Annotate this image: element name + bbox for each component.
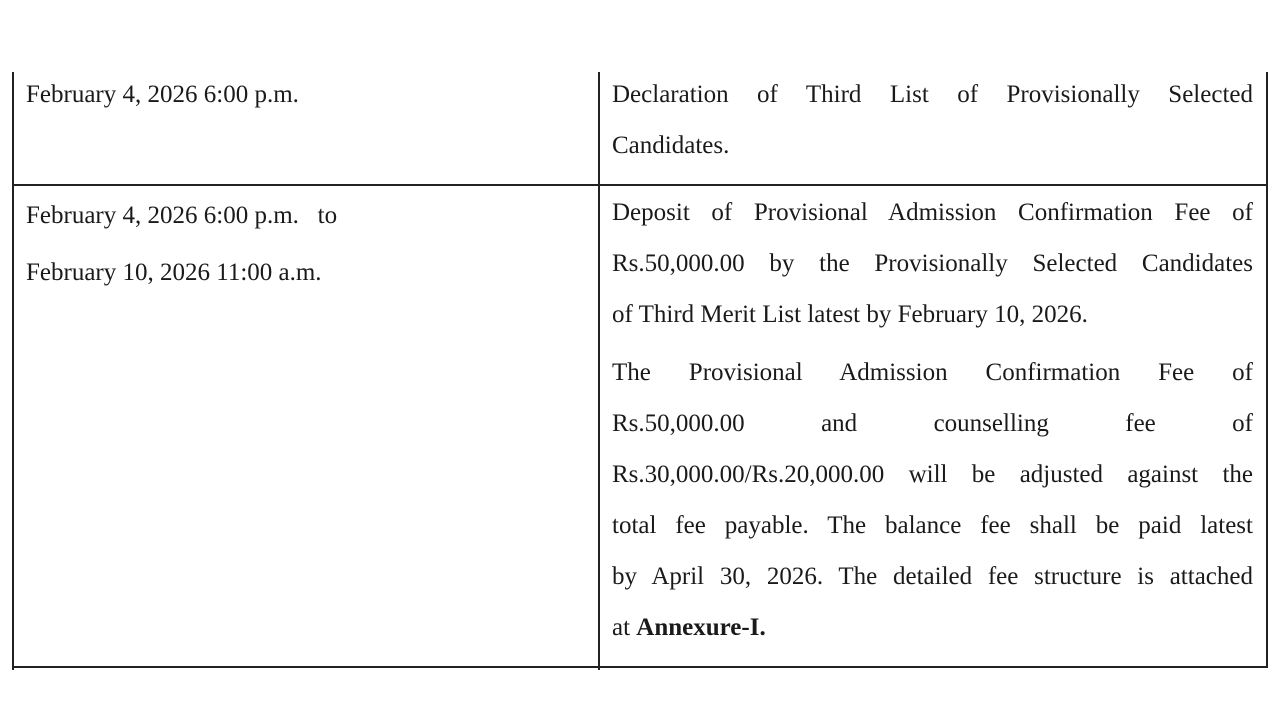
table-right-border: [1266, 72, 1268, 668]
event-line: The Provisional Admission Confirmation Fee of: [612, 359, 1253, 386]
fee-adjustment-paragraph: [612, 347, 1253, 653]
annexure-reference: Annexure-I.: [636, 614, 766, 641]
date-line: February 4, 2026 6:00 p.m. to: [26, 202, 338, 229]
event-line: Candidates.: [612, 132, 730, 159]
date-line: February 4, 2026 6:00 p.m.: [26, 81, 299, 108]
event-line: by April 30, 2026. The detailed fee structure is attached: [612, 563, 1253, 590]
annexure-prefix: at: [612, 614, 637, 641]
table-bottom-border: [12, 666, 1268, 668]
row-2-event-cell: [612, 187, 1253, 653]
row-2-date-cell: [26, 187, 586, 301]
date-line: February 10, 2026 11:00 a.m.: [26, 259, 322, 286]
event-line: Deposit of Provisional Admission Confirmation Fee of: [612, 199, 1253, 226]
event-line-final: [612, 602, 1253, 653]
table-row-divider: [12, 184, 1268, 186]
table-left-border: [12, 72, 14, 670]
row-1-date-cell: [26, 69, 586, 120]
event-line: Rs.50,000.00 and counselling fee of: [612, 410, 1253, 437]
table-column-divider: [598, 72, 600, 670]
event-line: total fee payable. The balance fee shall be paid latest: [612, 512, 1253, 539]
row-1-event-cell: [612, 69, 1253, 171]
event-line: of Third Merit List latest by February 10, 2026.: [612, 301, 1088, 328]
event-line: Declaration of Third List of Provisionally Selected: [612, 81, 1253, 108]
event-line: Rs.50,000.00 by the Provisionally Selected Candidates: [612, 250, 1253, 277]
event-line: Rs.30,000.00/Rs.20,000.00 will be adjusted against the: [612, 461, 1253, 488]
